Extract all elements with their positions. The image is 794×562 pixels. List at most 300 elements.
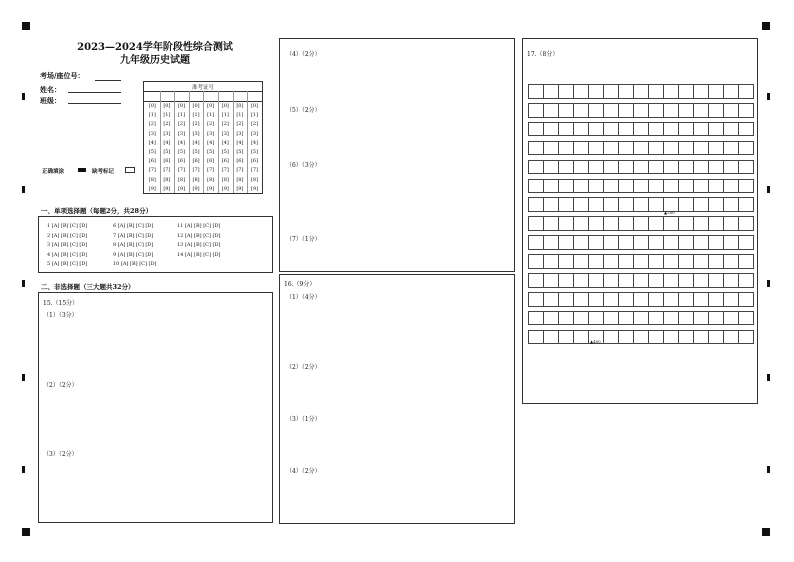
admission-digit-bubble[interactable]: [5] — [163, 149, 171, 155]
essay-grid-cell[interactable] — [558, 235, 574, 250]
essay-grid-cell[interactable] — [648, 122, 664, 137]
essay-grid-cell[interactable] — [693, 292, 709, 307]
essay-grid-cell[interactable] — [678, 122, 694, 137]
essay-grid-cell[interactable] — [678, 254, 694, 269]
essay-grid-cell[interactable] — [618, 216, 634, 231]
admission-digit-bubble[interactable]: [3] — [192, 130, 200, 137]
essay-grid-cell[interactable] — [693, 160, 709, 175]
mcq-question-row[interactable]: 9 [A] [B] [C] [D] — [113, 251, 154, 258]
admission-digit-bubble[interactable]: [5] — [221, 149, 229, 155]
essay-grid-cell[interactable] — [528, 292, 544, 307]
essay-grid-cell[interactable] — [633, 311, 649, 326]
essay-grid-cell[interactable] — [633, 292, 649, 307]
essay-grid-cell[interactable] — [528, 160, 544, 175]
admission-digit-bubble[interactable]: [6] — [163, 158, 171, 165]
essay-grid-cell[interactable] — [738, 179, 754, 194]
essay-grid-cell[interactable] — [663, 103, 679, 118]
q16-answer-box[interactable] — [279, 274, 515, 524]
essay-grid-cell[interactable] — [693, 197, 709, 212]
essay-grid-cell[interactable] — [633, 84, 649, 99]
essay-grid-cell[interactable] — [708, 292, 724, 307]
essay-grid-cell[interactable] — [603, 311, 619, 326]
essay-grid-cell[interactable] — [738, 311, 754, 326]
essay-grid-cell[interactable] — [738, 254, 754, 269]
essay-grid-cell[interactable] — [633, 122, 649, 137]
essay-grid-cell[interactable] — [618, 122, 634, 137]
essay-grid-cell[interactable] — [708, 254, 724, 269]
essay-grid-cell[interactable] — [528, 216, 544, 231]
essay-grid-cell[interactable] — [723, 235, 739, 250]
essay-grid-cell[interactable] — [738, 273, 754, 288]
essay-grid-cell[interactable] — [528, 122, 544, 137]
admission-digit-bubble[interactable]: [7] — [236, 167, 244, 174]
essay-grid-cell[interactable] — [543, 235, 559, 250]
admission-digit-bubble[interactable]: [0] — [192, 103, 200, 109]
essay-grid-cell[interactable] — [558, 273, 574, 288]
admission-digit-bubble[interactable]: [7] — [192, 167, 200, 174]
essay-grid-cell[interactable] — [573, 273, 589, 288]
admission-digit-bubble[interactable]: [7] — [148, 167, 156, 174]
essay-grid-cell[interactable] — [633, 160, 649, 175]
admission-digit-bubble[interactable]: [9] — [236, 185, 244, 192]
admission-digit-bubble[interactable]: [8] — [192, 176, 200, 183]
mcq-question-row[interactable]: 6 [A] [B] [C] [D] — [113, 223, 154, 229]
essay-grid-cell[interactable] — [693, 84, 709, 99]
essay-grid-cell[interactable] — [618, 160, 634, 175]
essay-grid-cell[interactable] — [543, 254, 559, 269]
essay-grid-cell[interactable] — [678, 216, 694, 231]
essay-grid-cell[interactable] — [663, 311, 679, 326]
essay-grid-cell[interactable] — [738, 141, 754, 156]
essay-grid-cell[interactable] — [573, 311, 589, 326]
essay-grid-cell[interactable] — [618, 141, 634, 156]
admission-digit-bubble[interactable]: [5] — [148, 149, 156, 155]
essay-grid-cell[interactable] — [633, 330, 649, 345]
essay-grid-cell[interactable] — [723, 160, 739, 175]
admission-digit-bubble[interactable]: [3] — [236, 130, 244, 137]
essay-grid-cell[interactable] — [663, 179, 679, 194]
mcq-question-row[interactable]: 1 [A] [B] [C] [D] — [47, 223, 88, 229]
essay-grid-cell[interactable] — [603, 122, 619, 137]
essay-grid-cell[interactable] — [618, 235, 634, 250]
essay-grid-cell[interactable] — [708, 330, 724, 345]
admission-digit-bubble[interactable]: [4] — [163, 139, 171, 146]
essay-grid-cell[interactable] — [708, 160, 724, 175]
admission-digit-bubble[interactable]: [5] — [177, 149, 186, 155]
admission-digit-bubble[interactable]: [6] — [148, 158, 156, 165]
mcq-question-row[interactable]: 5 [A] [B] [C] [D] — [47, 261, 88, 267]
admission-digit-bubble[interactable]: [2] — [221, 121, 229, 128]
admission-digit-bubble[interactable]: [9] — [221, 185, 229, 192]
essay-grid-cell[interactable] — [543, 216, 559, 231]
admission-digit-bubble[interactable]: [1] — [207, 112, 215, 119]
admission-digit-bubble[interactable]: [7] — [177, 167, 186, 174]
essay-grid-cell[interactable] — [558, 254, 574, 269]
essay-grid-cell[interactable] — [693, 254, 709, 269]
essay-grid-cell[interactable] — [708, 84, 724, 99]
essay-grid-cell[interactable] — [618, 330, 634, 345]
essay-grid-cell[interactable] — [603, 103, 619, 118]
essay-grid-cell[interactable] — [543, 141, 559, 156]
essay-grid-cell[interactable] — [648, 273, 664, 288]
essay-grid-cell[interactable] — [543, 197, 559, 212]
essay-grid-cell[interactable] — [588, 216, 604, 231]
admission-digit-bubble[interactable]: [9] — [148, 185, 156, 192]
admission-digit-bubble[interactable]: [9] — [163, 185, 171, 192]
admission-digit-bubble[interactable]: [1] — [236, 112, 244, 119]
admission-digit-bubble[interactable]: [0] — [207, 103, 215, 109]
admission-digit-bubble[interactable]: [1] — [221, 112, 229, 119]
essay-grid-cell[interactable] — [723, 273, 739, 288]
essay-grid-cell[interactable] — [588, 273, 604, 288]
essay-grid-cell[interactable] — [708, 197, 724, 212]
essay-grid-cell[interactable] — [543, 273, 559, 288]
essay-grid-cell[interactable] — [633, 216, 649, 231]
essay-grid-cell[interactable] — [543, 179, 559, 194]
essay-grid-cell[interactable] — [528, 311, 544, 326]
admission-digit-bubble[interactable]: [9] — [207, 185, 215, 192]
essay-grid-cell[interactable] — [693, 311, 709, 326]
essay-grid-cell[interactable] — [648, 292, 664, 307]
essay-grid-cell[interactable] — [543, 160, 559, 175]
admission-digit-bubble[interactable]: [9] — [250, 185, 259, 192]
essay-grid-cell[interactable] — [618, 273, 634, 288]
essay-grid-cell[interactable] — [573, 254, 589, 269]
essay-grid-cell[interactable] — [723, 197, 739, 212]
essay-grid-cell[interactable] — [678, 84, 694, 99]
mcq-question-row[interactable]: 8 [A] [B] [C] [D] — [113, 242, 154, 248]
essay-grid-cell[interactable] — [588, 141, 604, 156]
admission-digit-bubble[interactable]: [4] — [192, 139, 200, 146]
admission-digit-bubble[interactable]: [1] — [192, 112, 200, 119]
essay-grid-cell[interactable] — [633, 103, 649, 118]
essay-grid-cell[interactable] — [708, 103, 724, 118]
essay-grid-cell[interactable] — [648, 311, 664, 326]
essay-grid-cell[interactable] — [648, 179, 664, 194]
essay-grid-cell[interactable] — [603, 273, 619, 288]
essay-grid-cell[interactable] — [558, 292, 574, 307]
admission-digit-bubble[interactable]: [4] — [207, 139, 215, 146]
essay-grid-cell[interactable] — [588, 103, 604, 118]
essay-grid-cell[interactable] — [633, 179, 649, 194]
essay-grid-cell[interactable] — [738, 122, 754, 137]
essay-grid-cell[interactable] — [693, 330, 709, 345]
essay-grid-cell[interactable] — [603, 179, 619, 194]
name-field[interactable] — [68, 92, 121, 93]
mcq-question-row[interactable]: 2 [A] [B] [C] [D] — [47, 232, 88, 239]
essay-grid-cell[interactable] — [528, 84, 544, 99]
admission-digit-bubble[interactable]: [7] — [250, 167, 259, 174]
admission-digit-bubble[interactable]: [3] — [148, 130, 156, 137]
essay-grid-cell[interactable] — [558, 103, 574, 118]
admission-digit-bubble[interactable]: [5] — [250, 149, 259, 155]
essay-grid-cell[interactable] — [528, 179, 544, 194]
admission-digit-bubble[interactable]: [0] — [236, 103, 244, 109]
admission-digit-bubble[interactable]: [8] — [177, 176, 186, 183]
essay-grid-cell[interactable] — [678, 160, 694, 175]
admission-digit-bubble[interactable]: [0] — [163, 103, 171, 109]
essay-grid-cell[interactable] — [573, 179, 589, 194]
essay-grid-cell[interactable] — [723, 311, 739, 326]
essay-grid-cell[interactable] — [723, 103, 739, 118]
essay-grid-cell[interactable] — [663, 235, 679, 250]
mcq-question-row[interactable]: 10 [A] [B] [C] [D] — [113, 261, 157, 267]
essay-grid-cell[interactable] — [678, 235, 694, 250]
essay-grid-cell[interactable] — [723, 292, 739, 307]
admission-digit-bubble[interactable]: [1] — [148, 112, 156, 119]
admission-digit-bubble[interactable]: [8] — [148, 176, 156, 183]
admission-digit-bubble[interactable]: [3] — [221, 130, 229, 137]
essay-grid-cell[interactable] — [678, 292, 694, 307]
admission-digit-bubble[interactable]: [4] — [236, 139, 244, 146]
admission-digit-bubble[interactable]: [7] — [163, 167, 171, 174]
essay-grid-cell[interactable] — [573, 216, 589, 231]
essay-grid-cell[interactable] — [558, 141, 574, 156]
essay-grid-cell[interactable] — [678, 330, 694, 345]
admission-digit-bubble[interactable]: [6] — [250, 158, 259, 165]
essay-grid-cell[interactable] — [723, 179, 739, 194]
essay-grid-cell[interactable] — [633, 273, 649, 288]
essay-grid-cell[interactable] — [528, 330, 544, 345]
essay-grid-cell[interactable] — [633, 197, 649, 212]
essay-grid-cell[interactable] — [543, 84, 559, 99]
essay-grid-cell[interactable] — [558, 197, 574, 212]
admission-digit-bubble[interactable]: [5] — [207, 149, 215, 155]
essay-grid-cell[interactable] — [588, 84, 604, 99]
essay-grid-cell[interactable] — [588, 122, 604, 137]
essay-grid-cell[interactable] — [528, 103, 544, 118]
essay-grid-cell[interactable] — [558, 84, 574, 99]
essay-grid-cell[interactable] — [558, 216, 574, 231]
essay-grid-cell[interactable] — [708, 311, 724, 326]
essay-grid-cell[interactable] — [738, 330, 754, 345]
admission-digit-bubble[interactable]: [2] — [177, 121, 186, 128]
absent-mark-box[interactable] — [125, 167, 135, 173]
essay-grid-cell[interactable] — [618, 103, 634, 118]
essay-grid-cell[interactable] — [558, 122, 574, 137]
admission-digit-bubble[interactable]: [1] — [250, 112, 259, 119]
essay-grid-cell[interactable] — [573, 122, 589, 137]
admission-digit-bubble[interactable]: [3] — [250, 130, 259, 137]
admission-digit-bubble[interactable]: [1] — [163, 112, 171, 119]
essay-grid-cell[interactable] — [693, 122, 709, 137]
essay-grid-cell[interactable] — [528, 141, 544, 156]
essay-grid-cell[interactable] — [648, 330, 664, 345]
essay-grid-cell[interactable] — [603, 197, 619, 212]
essay-grid-cell[interactable] — [663, 141, 679, 156]
mcq-question-row[interactable]: 11 [A] [B] [C] [D] — [177, 223, 221, 229]
essay-grid-cell[interactable] — [603, 254, 619, 269]
essay-grid-cell[interactable] — [723, 216, 739, 231]
essay-grid-cell[interactable] — [678, 179, 694, 194]
essay-grid-cell[interactable] — [618, 292, 634, 307]
essay-grid-cell[interactable] — [708, 179, 724, 194]
essay-grid-cell[interactable] — [648, 103, 664, 118]
essay-grid-cell[interactable] — [528, 235, 544, 250]
essay-grid-cell[interactable] — [738, 292, 754, 307]
admission-digit-bubble[interactable]: [1] — [177, 112, 186, 119]
essay-grid-cell[interactable] — [588, 292, 604, 307]
admission-digit-bubble[interactable]: [2] — [207, 121, 215, 128]
essay-grid-cell[interactable] — [618, 179, 634, 194]
essay-grid-cell[interactable] — [618, 311, 634, 326]
essay-grid-cell[interactable] — [618, 254, 634, 269]
essay-grid-cell[interactable] — [528, 273, 544, 288]
mcq-question-row[interactable]: 3 [A] [B] [C] [D] — [47, 242, 88, 248]
admission-digit-bubble[interactable]: [7] — [207, 167, 215, 174]
essay-grid-cell[interactable] — [558, 160, 574, 175]
essay-grid-cell[interactable] — [678, 273, 694, 288]
essay-grid-cell[interactable] — [633, 254, 649, 269]
admission-digit-bubble[interactable]: [6] — [236, 158, 244, 165]
admission-digit-bubble[interactable]: [3] — [163, 130, 171, 137]
essay-grid-cell[interactable] — [543, 311, 559, 326]
essay-grid-cell[interactable] — [723, 254, 739, 269]
essay-grid-cell[interactable] — [603, 330, 619, 345]
admission-digit-bubble[interactable]: [0] — [221, 103, 229, 109]
admission-digit-bubble[interactable]: [4] — [177, 139, 186, 146]
essay-grid-cell[interactable] — [723, 84, 739, 99]
essay-grid-cell[interactable] — [663, 160, 679, 175]
essay-grid-cell[interactable] — [603, 141, 619, 156]
mcq-question-row[interactable]: 13 [A] [B] [C] [D] — [177, 242, 221, 248]
essay-grid-cell[interactable] — [723, 122, 739, 137]
essay-grid-cell[interactable] — [663, 292, 679, 307]
essay-grid-cell[interactable] — [558, 311, 574, 326]
admission-digit-bubble[interactable]: [2] — [236, 121, 244, 128]
essay-grid-cell[interactable] — [738, 160, 754, 175]
class-field[interactable] — [68, 103, 121, 104]
essay-grid-cell[interactable] — [663, 254, 679, 269]
q17-answer-box[interactable] — [522, 38, 758, 404]
admission-digit-bubble[interactable]: [2] — [163, 121, 171, 128]
admission-digit-bubble[interactable]: [6] — [207, 158, 215, 165]
essay-grid-cell[interactable] — [648, 254, 664, 269]
admission-digit-bubble[interactable]: [8] — [207, 176, 215, 183]
essay-grid-cell[interactable] — [693, 103, 709, 118]
essay-grid-cell[interactable] — [558, 179, 574, 194]
mcq-question-row[interactable]: 12 [A] [B] [C] [D] — [177, 232, 221, 239]
essay-grid-cell[interactable] — [633, 141, 649, 156]
essay-grid-cell[interactable] — [693, 141, 709, 156]
essay-grid-cell[interactable] — [678, 103, 694, 118]
admission-digit-bubble[interactable]: [0] — [250, 103, 259, 109]
essay-grid-cell[interactable] — [648, 160, 664, 175]
essay-grid-cell[interactable] — [723, 141, 739, 156]
essay-grid-cell[interactable] — [573, 292, 589, 307]
exam-room-field[interactable] — [95, 80, 121, 81]
admission-digit-bubble[interactable]: [4] — [148, 139, 156, 146]
essay-grid-cell[interactable] — [693, 179, 709, 194]
admission-digit-bubble[interactable]: [2] — [192, 121, 200, 128]
essay-grid-cell[interactable] — [543, 103, 559, 118]
essay-grid-cell[interactable] — [708, 216, 724, 231]
essay-grid-cell[interactable] — [573, 197, 589, 212]
essay-grid-cell[interactable] — [588, 197, 604, 212]
essay-grid-cell[interactable] — [663, 216, 679, 231]
essay-grid-cell[interactable] — [528, 254, 544, 269]
essay-grid-cell[interactable] — [708, 141, 724, 156]
essay-grid-cell[interactable] — [738, 216, 754, 231]
q15-continued-box[interactable] — [279, 38, 515, 272]
essay-grid-cell[interactable] — [573, 103, 589, 118]
essay-grid-cell[interactable] — [678, 197, 694, 212]
essay-grid-cell[interactable] — [663, 122, 679, 137]
essay-grid-cell[interactable] — [588, 160, 604, 175]
essay-grid-cell[interactable] — [738, 235, 754, 250]
admission-digit-bubble[interactable]: [5] — [192, 149, 200, 155]
admission-digit-bubble[interactable]: [5] — [236, 149, 244, 155]
admission-digit-bubble[interactable]: [2] — [250, 121, 259, 128]
essay-grid-cell[interactable] — [618, 197, 634, 212]
mcq-question-row[interactable]: 14 [A] [B] [C] [D] — [177, 251, 221, 258]
q15-answer-box[interactable] — [38, 292, 273, 523]
mcq-question-row[interactable]: 7 [A] [B] [C] [D] — [113, 232, 154, 239]
essay-grid-cell[interactable] — [693, 235, 709, 250]
essay-grid-cell[interactable] — [663, 330, 679, 345]
essay-grid-cell[interactable] — [648, 141, 664, 156]
admission-digit-bubble[interactable]: [6] — [177, 158, 186, 165]
essay-grid-cell[interactable] — [543, 292, 559, 307]
admission-digit-bubble[interactable]: [3] — [177, 130, 186, 137]
admission-digit-bubble[interactable]: [9] — [177, 185, 186, 192]
essay-grid-cell[interactable] — [528, 197, 544, 212]
essay-grid-cell[interactable] — [723, 330, 739, 345]
essay-grid-cell[interactable] — [618, 84, 634, 99]
admission-digit-bubble[interactable]: [0] — [177, 103, 186, 109]
essay-grid-cell[interactable] — [708, 273, 724, 288]
essay-grid-cell[interactable] — [603, 160, 619, 175]
admission-digit-bubble[interactable]: [9] — [192, 185, 200, 192]
essay-grid-cell[interactable] — [588, 311, 604, 326]
essay-grid-cell[interactable] — [648, 216, 664, 231]
essay-grid-cell[interactable] — [648, 197, 664, 212]
essay-grid-cell[interactable] — [603, 84, 619, 99]
essay-grid-cell[interactable] — [543, 330, 559, 345]
essay-grid-cell[interactable] — [588, 179, 604, 194]
admission-digit-bubble[interactable]: [2] — [148, 121, 156, 128]
admission-digit-bubble[interactable]: [8] — [221, 176, 229, 183]
admission-digit-bubble[interactable]: [3] — [207, 130, 215, 137]
admission-digit-bubble[interactable]: [6] — [192, 158, 200, 165]
essay-grid-cell[interactable] — [678, 141, 694, 156]
essay-grid-cell[interactable] — [543, 122, 559, 137]
essay-grid-cell[interactable] — [573, 141, 589, 156]
essay-grid-cell[interactable] — [693, 216, 709, 231]
admission-digit-bubble[interactable]: [4] — [250, 139, 259, 146]
mcq-question-row[interactable]: 4 [A] [B] [C] [D] — [47, 251, 88, 258]
essay-grid-cell[interactable] — [663, 84, 679, 99]
essay-grid-cell[interactable] — [558, 330, 574, 345]
admission-digit-bubble[interactable]: [6] — [221, 158, 229, 165]
essay-grid-cell[interactable] — [678, 311, 694, 326]
admission-digit-bubble[interactable]: [8] — [250, 176, 259, 183]
essay-grid-cell[interactable] — [573, 235, 589, 250]
essay-grid-cell[interactable] — [648, 235, 664, 250]
admission-digit-bubble[interactable]: [0] — [148, 103, 156, 109]
essay-grid-cell[interactable] — [708, 122, 724, 137]
essay-grid-cell[interactable] — [588, 254, 604, 269]
admission-digit-bubble[interactable]: [7] — [221, 167, 229, 174]
essay-grid-cell[interactable] — [603, 235, 619, 250]
essay-grid-cell[interactable] — [738, 197, 754, 212]
essay-grid-cell[interactable] — [633, 235, 649, 250]
essay-grid-cell[interactable] — [573, 330, 589, 345]
admission-digit-bubble[interactable]: [8] — [236, 176, 244, 183]
essay-grid-cell[interactable] — [603, 292, 619, 307]
admission-digit-bubble[interactable]: [8] — [163, 176, 171, 183]
essay-grid-cell[interactable] — [708, 235, 724, 250]
